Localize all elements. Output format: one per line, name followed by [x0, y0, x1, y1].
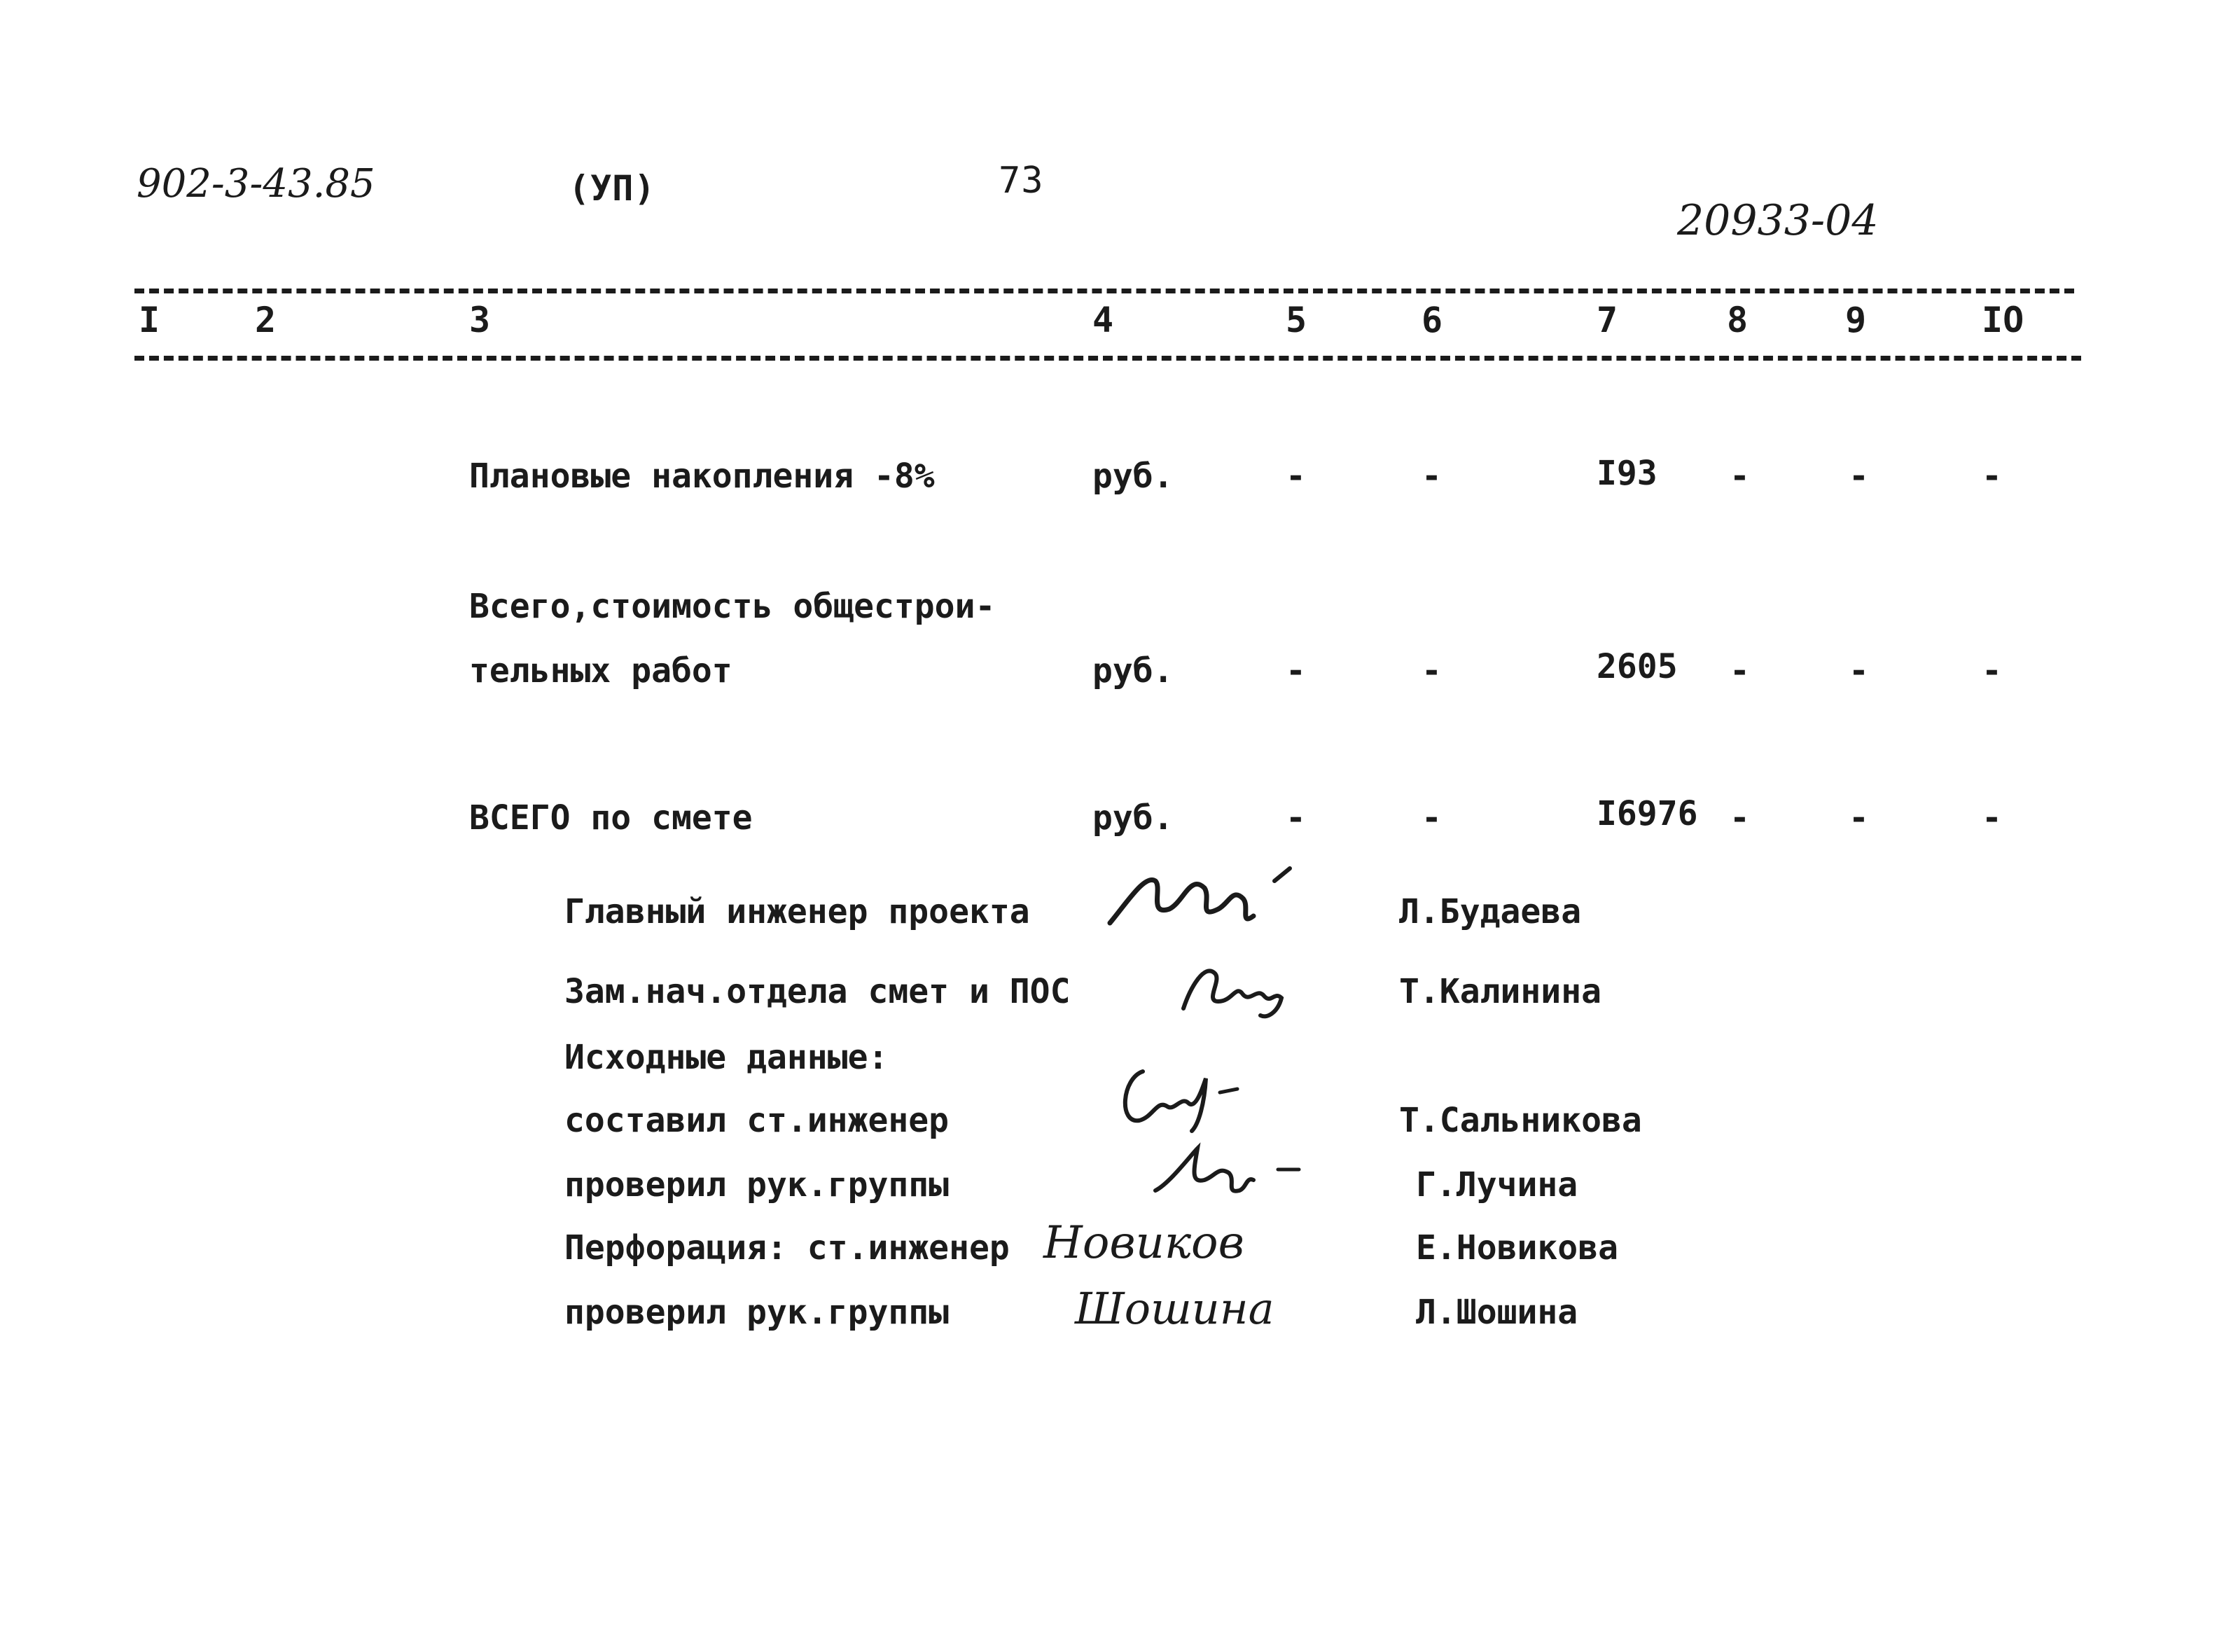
signatory-name: Л.Будаева [1399, 892, 1582, 931]
column-header-5: 5 [1286, 300, 1307, 340]
document-code: 902-3-43.85 [137, 161, 375, 207]
column-header-9: 9 [1845, 300, 1867, 340]
cell-col5: - [1286, 798, 1306, 838]
column-header-2: 2 [255, 300, 277, 340]
header-top-dashed-rule [134, 289, 2074, 293]
row-unit: руб. [1092, 651, 1174, 690]
handwritten-signature [1176, 959, 1288, 1025]
row-name: ВСЕГО по смете [469, 798, 753, 838]
cell-col8: - [1730, 651, 1750, 690]
cell-col9: - [1849, 651, 1869, 690]
handwritten-signature [1106, 860, 1302, 940]
signatory-name: Г.Лучина [1416, 1165, 1578, 1205]
cell-col10: - [1982, 798, 2002, 838]
cell-col7: I6976 [1597, 794, 1698, 833]
handwritten-signature: Новиков [1043, 1217, 1244, 1269]
header-bottom-dashed-rule [134, 356, 2081, 361]
signature-role-deputy-head: Зам.нач.отдела смет и ПОС [564, 972, 1071, 1011]
column-header-1: I [139, 300, 160, 340]
signature-role-checked-by: проверил рук.группы [564, 1165, 950, 1205]
cell-col6: - [1422, 651, 1442, 690]
column-header-7: 7 [1597, 300, 1618, 340]
cell-col5: - [1286, 457, 1306, 496]
cell-col5: - [1286, 651, 1306, 690]
cell-col7: I93 [1597, 454, 1657, 493]
column-header-10: IO [1982, 300, 2024, 340]
cell-col8: - [1730, 798, 1750, 838]
handwritten-signature: Шошина [1075, 1283, 1274, 1334]
handwritten-signature [1141, 1141, 1302, 1207]
signature-section-source-data: Исходные данные: [564, 1038, 889, 1077]
page-number: 73 [999, 160, 1044, 202]
row-unit: руб. [1092, 457, 1174, 496]
signature-role-compiled-by: составил ст.инженер [564, 1101, 950, 1140]
row-name-line-1: Всего,стоимость общестрои- [469, 587, 996, 626]
signature-role-chief-engineer: Главный инженер проекта [564, 892, 1030, 931]
archive-number: 20933-04 [1677, 196, 1879, 245]
signatory-name: Л.Шошина [1416, 1293, 1578, 1332]
signature-role-perforation: Перфорация: ст.инженер [564, 1228, 1010, 1268]
cell-col9: - [1849, 798, 1869, 838]
cell-col6: - [1422, 798, 1442, 838]
cell-col6: - [1422, 457, 1442, 496]
row-name-line-2: тельных работ [469, 651, 732, 690]
column-header-8: 8 [1727, 300, 1749, 340]
cell-col7: 2605 [1597, 647, 1678, 686]
cell-col10: - [1982, 457, 2002, 496]
signatory-name: Т.Сальникова [1399, 1101, 1642, 1140]
signatory-name: Е.Новикова [1416, 1228, 1618, 1268]
cell-col9: - [1849, 457, 1869, 496]
row-unit: руб. [1092, 798, 1174, 838]
cell-col10: - [1982, 651, 2002, 690]
signatory-name: Т.Калинина [1399, 972, 1601, 1011]
signature-role-checked-by-2: проверил рук.группы [564, 1293, 950, 1332]
cell-col8: - [1730, 457, 1750, 496]
column-header-6: 6 [1422, 300, 1443, 340]
row-name: Плановые накопления -8% [469, 457, 935, 496]
column-header-3: 3 [469, 300, 491, 340]
column-header-4: 4 [1092, 300, 1114, 340]
section-label: (УП) [569, 168, 656, 209]
handwritten-signature [1115, 1061, 1255, 1141]
